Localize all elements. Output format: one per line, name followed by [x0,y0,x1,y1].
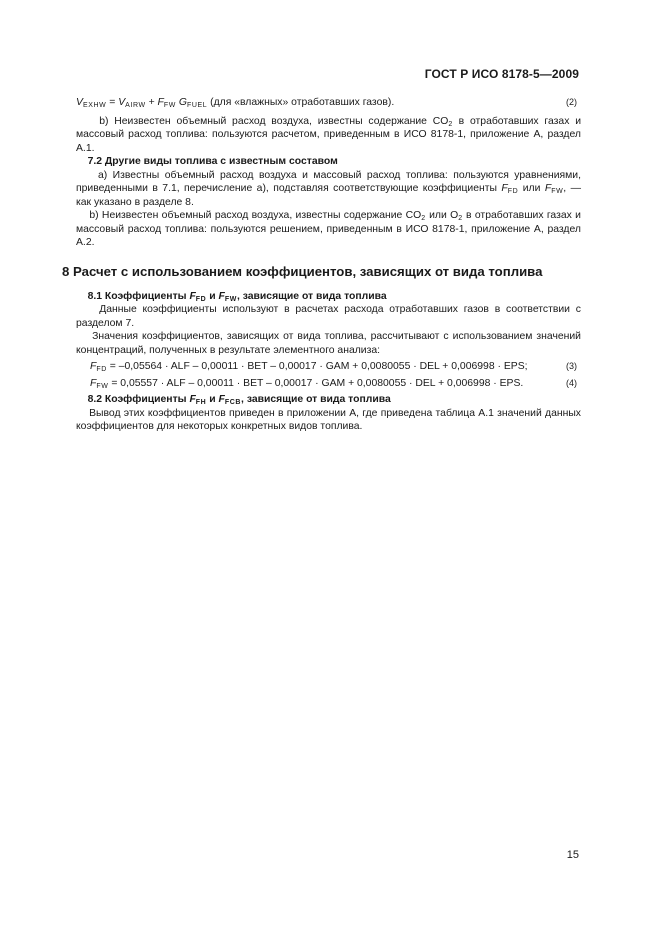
text: , зависящие от вида топлива [236,290,387,302]
paragraph-a-7-2 [76,169,581,210]
equation-4 [76,377,581,391]
sub: FW [551,188,564,195]
equation-3-body [76,360,528,374]
sub: FD [195,295,207,303]
var-v: V [76,97,83,108]
var-f: F [189,290,196,302]
text: Данные коэффициенты используют в расчетах расхода отработавших газов в соответствии с разделом 7. [76,304,581,329]
text: 8.1 Коэффициенты [87,290,190,302]
text: = 0,05557 · ALF – 0,00011 · BET – 0,00017 · GAM + 0,0080055 · DEL + 0,006998 · EPS. [108,377,524,389]
section-8-2-heading [76,393,581,407]
paragraph-b-7-2 [76,209,581,250]
sub: FW [224,295,237,303]
section-8-heading: 8 Расчет с использованием коэффициентов, зависящих от вида топлива [62,263,543,279]
sub: FCB [224,399,242,406]
var-v: V [118,97,126,108]
text: или [518,183,545,194]
equation-2 [76,96,581,110]
text: в отработавших газах и массовый расход топлива: пользуются решением, приведенным в ИСО 8178-1, приложение A, раздел A.2. [76,210,581,248]
section-7-2-heading [76,155,581,169]
equation-3 [76,360,581,374]
sub-exhw: EXHW [82,102,107,109]
heading-text: 7.2 Другие виды топлива с известным составом [87,156,338,167]
equation-4-number: (4) [566,377,577,388]
text: b) Неизвестен объемный расход воздуха, известны содержание CO [89,210,422,221]
var-g: G [178,97,187,108]
paragraph-b-7-1 [76,115,581,156]
var-f: F [90,361,97,372]
text: = –0,05564 · ALF – 0,00011 · BET – 0,00017 · GAM + 0,0080055 · DEL + 0,006998 · EPS; [106,361,528,372]
text: a) Известны объемный расход воздуха и массовый расход топлива: пользуются уравнениями, приведенными в 7.1, перечисление a), подставляя соответствующие коэффициенты [76,169,581,194]
paragraph-8-1-b [76,330,581,357]
var-f: F [157,97,164,108]
sub: FH [195,399,207,406]
text: , — как указано в разделе 8. [76,183,581,208]
text: , зависящие от вида топлива [241,394,391,405]
var-f: F [90,377,97,389]
text: b) Неизвестен объемный расход воздуха, известны содержание CO [99,115,449,127]
text: и [206,290,219,302]
equation-3-number: (3) [566,361,577,371]
sub: 2 [448,120,453,128]
eq-sign: = [106,97,119,108]
var-f: F [501,183,508,194]
text: Значения коэффициентов, зависящих от вида топлива, рассчитывают с использованием значений концентраций, полученных в результате элементного анализа: [76,331,581,356]
sub: 2 [421,215,426,222]
section-8-1-heading [76,290,581,304]
var-f: F [218,290,225,302]
plus-sign: + [145,97,158,108]
var-f: F [218,394,225,405]
text: или O [425,210,459,221]
paragraph-8-2 [76,407,581,434]
sub: FD [96,366,107,373]
sub-airw: AIRW [125,102,146,109]
standard-header: ГОСТ Р ИСО 8178-5—2009 [424,67,579,81]
sub: FD [507,188,519,195]
paragraph-8-1-a [76,303,581,330]
text: и [206,394,219,405]
sub: 2 [458,215,463,222]
equation-2-body [76,96,394,110]
equation-2-number: (2) [566,97,577,107]
page-number: 15 [566,849,579,861]
page-body [62,93,581,434]
text: в отработавших газах и массовый расход топлива: пользуются расчетом, приведенным в ИСО 8178-1, приложение A, раздел A.1. [76,115,581,154]
text: Вывод этих коэффициентов приведен в приложении A, где приведена таблица A.1 значений данных коэффициентов для некоторых конкретных видов топлива. [76,407,581,432]
sub-fuel: FUEL [186,102,208,109]
var-f: F [544,183,552,194]
equation-2-note: (для «влажных» отработавших газов). [207,97,395,108]
text: 8.2 Коэффициенты [87,394,190,405]
sub-fw: FW [163,102,176,109]
sub: FW [96,382,109,390]
var-f: F [189,394,196,405]
equation-4-body [76,377,523,391]
